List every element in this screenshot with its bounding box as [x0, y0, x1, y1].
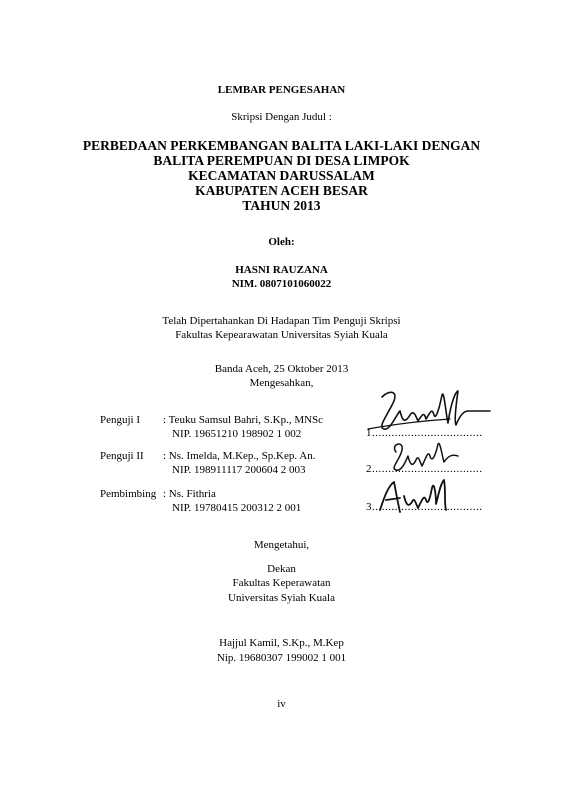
dean-faculty: Fakultas Keperawatan [232, 577, 331, 589]
examiner-3-nip: NIP. 19780415 200312 2 001 [172, 502, 302, 514]
dean-nip: Nip. 19680307 199002 1 001 [216, 652, 347, 664]
examiner-1-role: Penguji I [100, 414, 141, 426]
page-heading: LEMBAR PENGESAHAN [217, 84, 346, 96]
title-line-5: TAHUN 2013 [242, 198, 321, 213]
dean-position: Dekan [267, 563, 296, 575]
title-line-3: KECAMATAN DARUSSALAM [188, 168, 375, 183]
by-label: Oleh: [268, 236, 295, 248]
approved-label: Mengesahkan, [249, 377, 314, 389]
title-line-4: KABUPATEN ACEH BESAR [195, 183, 368, 198]
page-number: iv [277, 698, 286, 710]
examiner-2-role: Penguji II [100, 450, 144, 462]
defense-line-2: Fakultas Kepearawatan Universitas Syiah Kuala [175, 329, 388, 341]
examiner-1-name: : Teuku Samsul Bahri, S.Kp., MNSc [163, 414, 324, 426]
author-nim: NIM. 0807101060022 [231, 278, 332, 290]
place-date: Banda Aceh, 25 Oktober 2013 [214, 363, 349, 375]
examiner-1-nip: NIP. 19651210 198902 1 002 [172, 428, 302, 440]
examiner-2-nip: NIP. 198911117 200604 2 003 [172, 464, 306, 476]
acknowledge-label: Mengetahui, [253, 539, 310, 551]
author-name: HASNI RAUZANA [235, 264, 328, 276]
examiner-3-name: : Ns. Fithria [163, 488, 216, 500]
examiner-3-number: 3. [366, 501, 376, 513]
subheading: Skripsi Dengan Judul : [231, 111, 332, 123]
examiner-1-signature-line: 1.................................. [366, 427, 483, 439]
dean-name: Hajjul Kamil, S.Kp., M.Kep [219, 637, 344, 649]
signature-2 [360, 436, 480, 476]
signature-3 [360, 474, 470, 520]
defense-line-1: Telah Dipertahankan Di Hadapan Tim Penguji Skripsi [162, 315, 401, 327]
examiner-1-number: 1. [366, 427, 376, 439]
signature-1 [360, 385, 500, 440]
examiner-2-name: : Ns. Imelda, M.Kep., Sp.Kep. An. [163, 450, 316, 462]
title-line-1: PERBEDAAN PERKEMBANGAN BALITA LAKI-LAKI DENGAN [82, 138, 481, 153]
examiner-3-signature-line: 3.................................. [366, 501, 483, 513]
examiner-3-role: Pembimbing [100, 488, 157, 500]
examiner-2-signature-line: 2.................................. [366, 463, 483, 475]
title-line-2: BALITA PEREMPUAN DI DESA LIMPOK [153, 153, 410, 168]
dean-university: Universitas Syiah Kuala [228, 592, 335, 604]
examiner-2-number: 2. [366, 463, 376, 475]
